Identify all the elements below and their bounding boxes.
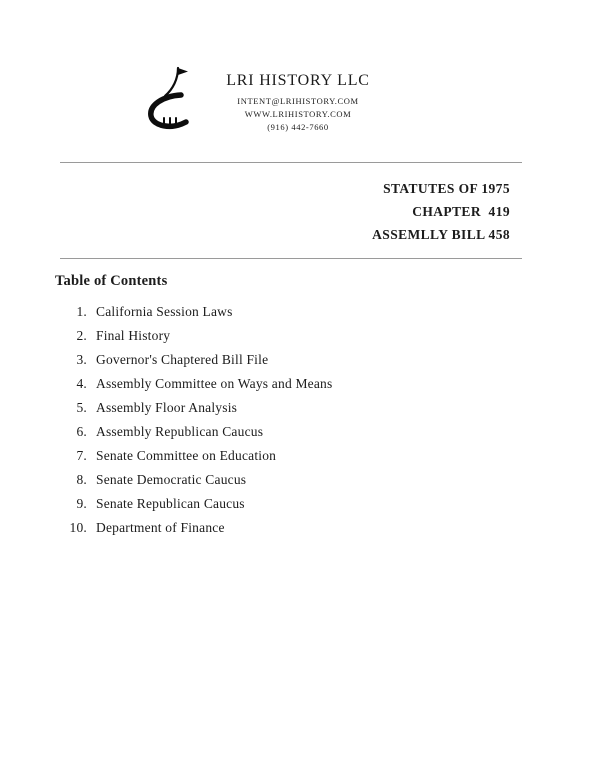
toc-item-number: 8. (76, 472, 87, 487)
toc-item (55, 328, 475, 344)
toc-item-number: 5. (76, 400, 87, 415)
divider-bottom (60, 258, 522, 259)
chapter-line: CHAPTER 419 (412, 204, 510, 219)
company-name: LRI HISTORY LLC (226, 72, 370, 89)
company-logo-calligraphy-icon (144, 64, 198, 143)
toc-item-label: Senate Committee on Education (96, 448, 277, 463)
toc-item-number: 1. (76, 304, 87, 319)
toc-item-label: Senate Democratic Caucus (96, 472, 247, 487)
toc-item (55, 448, 475, 464)
statutes-line: STATUTES OF 1975 (383, 181, 510, 196)
divider-top (60, 162, 522, 163)
toc-item-label: California Session Laws (96, 304, 233, 319)
toc-item (55, 376, 475, 392)
toc-item-label: Final History (96, 328, 171, 343)
company-website: WWW.LRIHISTORY.COM (244, 109, 352, 119)
toc-item-number: 3. (76, 352, 87, 367)
toc-item-label: Assembly Republican Caucus (96, 424, 264, 439)
toc-item-number: 9. (76, 496, 87, 511)
toc-item (55, 304, 475, 320)
toc-item (55, 496, 475, 512)
toc-item-number: 6. (76, 424, 87, 439)
company-email: INTENT@LRIHISTORY.COM (237, 96, 359, 106)
toc-item-number: 10. (69, 520, 87, 535)
company-info-block (208, 72, 388, 134)
toc-list (55, 304, 475, 544)
toc-item-label: Assembly Committee on Ways and Means (96, 376, 333, 391)
toc-item (55, 472, 475, 488)
toc-title: Table of Contents (55, 273, 168, 289)
toc-item (55, 352, 475, 368)
toc-item (55, 424, 475, 440)
assembly-bill-line: ASSEMLLY BILL 458 (372, 227, 510, 242)
toc-item (55, 520, 475, 536)
toc-item-label: Assembly Floor Analysis (96, 400, 238, 415)
document-reference-block (372, 177, 510, 246)
toc-item-label: Senate Republican Caucus (96, 496, 245, 511)
toc-item-label: Governor's Chaptered Bill File (96, 352, 269, 367)
toc-item-number: 2. (76, 328, 87, 343)
toc-item-number: 7. (76, 448, 87, 463)
company-phone: (916) 442-7660 (267, 122, 329, 132)
toc-item (55, 400, 475, 416)
toc-item-label: Department of Finance (96, 520, 225, 535)
toc-item-number: 4. (76, 376, 87, 391)
